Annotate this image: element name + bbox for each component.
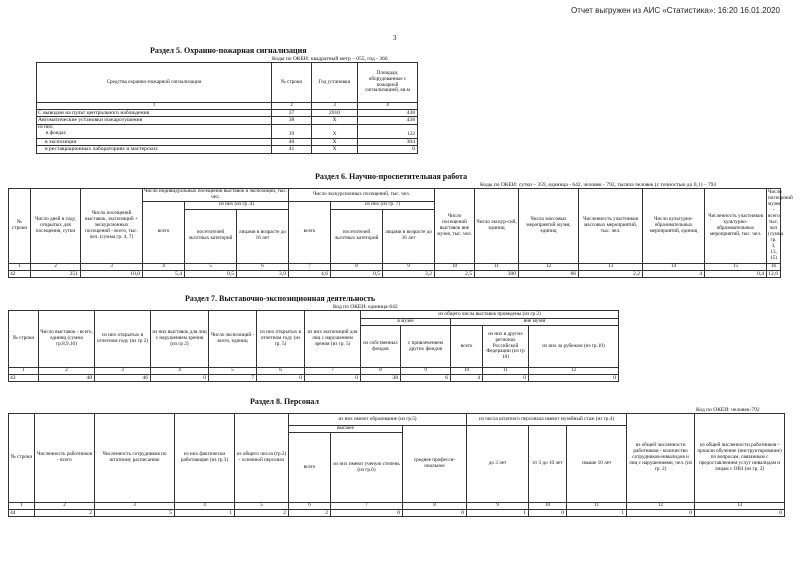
- s6-num: 16: [767, 263, 781, 270]
- s8-cell: 2: [289, 509, 331, 516]
- s8-cell: 1: [467, 509, 529, 516]
- s8-header-experience: из числа штатного персонала имеют музейный стаж (из гр.4): [467, 414, 627, 426]
- s8-cell: 1: [567, 509, 627, 516]
- s7-header-all: всего: [451, 326, 483, 368]
- s5-row-name: [37, 124, 272, 138]
- s7-header-line: № строки: [9, 311, 39, 368]
- section-5-table: [36, 62, 418, 154]
- section-5-okei: Коды по ОКЕИ: квадратный метр – 055, год - 366: [272, 56, 388, 62]
- s6-num: 6: [237, 263, 289, 270]
- section-6-table: [8, 188, 793, 278]
- s5-row-area: 438: [358, 117, 418, 124]
- s7-cell: 4: [451, 374, 483, 381]
- s8-num: 3: [95, 503, 175, 510]
- s6-num: 11: [475, 263, 519, 270]
- s8-header-trained: из общей численности работников - прошли обучение (инструктирование) по вопросам, связанным с предоставлением услуг инвалидам и лицам с ОВЗ (из гр. 2): [695, 414, 785, 503]
- s8-num: 11: [567, 503, 627, 510]
- s7-cell: 48: [39, 374, 95, 381]
- s5-num: 2: [272, 103, 312, 110]
- s6-cell: 3,9: [237, 270, 289, 277]
- s6-num: 10: [435, 263, 475, 270]
- page-number: 3: [393, 34, 397, 42]
- s8-header-3y: до 3 лет: [467, 426, 529, 503]
- s6-num: 1: [9, 263, 31, 270]
- s5-row-area: 438: [358, 109, 418, 116]
- s7-header-disabled: из них выставок для лиц с нарушением зрения (из гр 2): [151, 311, 209, 368]
- s6-cell: 0,4: [705, 270, 767, 277]
- s8-header-10y: свыше 10 лет: [567, 426, 627, 503]
- s6-cell: 5,4: [143, 270, 185, 277]
- s7-header-abroad: из них за рубежом (из гр.10): [529, 326, 619, 368]
- s6-header-exc-priv: посетителей льготных категорий: [331, 209, 383, 263]
- s6-header-exc-all: всего: [289, 201, 331, 263]
- s8-header-staff: Численность сотрудников по штатному расписанию: [95, 414, 175, 503]
- s6-header-exc-young: лицами в возрасте до 16 лет: [383, 209, 435, 263]
- table-row: [9, 374, 619, 381]
- s7-cell: 6: [401, 374, 451, 381]
- s8-cell: 0: [403, 509, 467, 516]
- s6-num: 15: [705, 263, 767, 270]
- s5-header-means: Средства охранно-пожарной сигнализации: [37, 63, 272, 103]
- s7-cell: 7: [209, 374, 257, 381]
- s6-num: 4: [143, 263, 185, 270]
- s7-header-expositions: Число экспозиций - всего, единиц: [209, 311, 257, 368]
- s6-cell: 3,2: [383, 270, 435, 277]
- s6-header-outside: Число посещений выставок вне музея, тыс. чел.: [435, 189, 475, 264]
- s6-cell: 0,5: [185, 270, 237, 277]
- s6-header-participants: Численность участников массовых мероприятий, тыс. чел.: [579, 189, 643, 264]
- s5-row-name: в реставрационных лабораториях и мастерских: [37, 146, 272, 153]
- s8-cell: 2: [235, 509, 289, 516]
- s8-num: 6: [289, 503, 331, 510]
- s6-cell: 42: [9, 270, 31, 277]
- s8-cell: 0: [529, 509, 567, 516]
- s6-header-line: № строки: [9, 189, 31, 264]
- s8-num: 4: [175, 503, 235, 510]
- s7-header-regions: из них в других регионах Российской Федерации (из гр 10): [483, 326, 529, 368]
- s8-num: 9: [467, 503, 529, 510]
- s8-num: 1: [9, 503, 35, 510]
- s7-header-exp-open: из них открытых в отчетном году (из гр. 5): [257, 311, 305, 368]
- s5-row-year: X: [312, 146, 358, 153]
- s5-header-area: Площади, оборудованные с пожарной сигнализацией, кв.м: [358, 63, 418, 103]
- s8-num: 12: [627, 503, 695, 510]
- s7-header-out: вне музея: [451, 319, 619, 326]
- s7-num: 12: [529, 368, 619, 375]
- s8-cell: 0: [695, 509, 785, 516]
- s5-row-area: 0: [358, 146, 418, 153]
- s7-header-group: из общего числа выставок проведены (из гр 2): [361, 311, 619, 319]
- s6-header-ind-all: всего: [143, 201, 185, 263]
- s5-row-year: X: [312, 117, 358, 124]
- s7-header-open: из них открытых в отчетном году (из гр 2): [95, 311, 151, 368]
- s7-num: 6: [257, 368, 305, 375]
- s7-num: 9: [401, 368, 451, 375]
- s5-row-name: в экспозиции: [37, 138, 272, 145]
- s5-row-name: С выводом на пульт центрального наблюдения: [37, 109, 272, 116]
- s8-cell: 0: [627, 509, 695, 516]
- s6-header-events: Число массовых мероприятий музея, единиц: [519, 189, 579, 264]
- section-7-table: [8, 310, 619, 382]
- s7-num: 1: [9, 368, 39, 375]
- s7-num: 8: [361, 368, 401, 375]
- s5-row-area: 304: [358, 138, 418, 145]
- export-note: Отчет выгружен из АИС «Статистика»: 16:20 16.01.2020: [570, 6, 780, 15]
- s6-header-excursions: Число экскур-сий, единиц: [475, 189, 519, 264]
- table-row: [9, 270, 781, 277]
- s6-header-cultural: Число культурно-образовательных мероприятий, единиц: [643, 189, 705, 264]
- s6-num: 9: [383, 263, 435, 270]
- section-6-okei: Коды по ОКЕИ: сутки – 359, единица - 642, человек - 792, тысяча человек (с точностью до 0,1) – 793: [480, 182, 717, 188]
- s6-num: 7: [289, 263, 331, 270]
- s5-header-year: Год установки: [312, 63, 358, 103]
- s6-header-total: Число посещений музея - всего, тыс. чел (сумма гр. 3, 13, 15): [767, 189, 781, 264]
- section-8-table: [8, 413, 785, 517]
- s5-num: 3: [312, 103, 358, 110]
- s5-row-year: 2010: [312, 109, 358, 116]
- s6-cell: 2,2: [579, 270, 643, 277]
- s8-header-workers: Численность работников - всего: [35, 414, 95, 503]
- s5-row-line: 39: [272, 124, 312, 138]
- s7-header-other: с привлечением других фондов: [401, 326, 451, 368]
- section-8-title: Раздел 8. Персонал: [250, 397, 319, 406]
- s6-num: 12: [519, 263, 579, 270]
- s5-row-line: 41: [272, 146, 312, 153]
- s8-header-special: среднее професси-ональное: [403, 426, 467, 503]
- s8-header-3-10y: от 3 до 10 лет: [529, 426, 567, 503]
- s8-num: 13: [695, 503, 785, 510]
- s6-header-visits: Число посещений выставок, экспозиций + экскурсионных посещений - всего, тыс. чел. (сумма гр. 4, 7): [81, 189, 143, 264]
- s5-row-area: 122: [358, 124, 418, 138]
- section-7-okei: Код по ОКЕИ: единица-642: [333, 304, 398, 310]
- s5-row-subname: в фондах: [46, 129, 67, 136]
- s5-row-subhead: из них:: [38, 123, 54, 130]
- s6-header-ind-young: лицами в возрасте до 16 лет: [237, 209, 289, 263]
- s7-cell: 38: [361, 374, 401, 381]
- s7-header-exp-disabled: из них экспозиций для лиц с нарушением зрения (из гр. 5): [305, 311, 361, 368]
- s5-row-line: 37: [272, 109, 312, 116]
- s8-num: 7: [331, 503, 403, 510]
- s7-num: 5: [209, 368, 257, 375]
- s7-cell: 0: [483, 374, 529, 381]
- s6-cell: 12,6: [767, 270, 781, 277]
- s7-num: 10: [451, 368, 483, 375]
- section-5-title: Раздел 5. Охранно-пожарная сигнализация: [150, 46, 307, 55]
- s7-header-own: из собственных фондов: [361, 326, 401, 368]
- s6-num: 3: [81, 263, 143, 270]
- s7-num: 11: [483, 368, 529, 375]
- section-8-okei: Код по ОКЕИ: человек-792: [696, 407, 760, 413]
- s6-cell: 4,6: [289, 270, 331, 277]
- s8-cell: 1: [175, 509, 235, 516]
- s7-cell: 43: [9, 374, 39, 381]
- s6-num: 5: [185, 263, 237, 270]
- s5-num: 4: [358, 103, 418, 110]
- s6-header-ind-sub: из них (из гр .4): [185, 201, 289, 209]
- s6-header-cultural-participants: Численность участников культурно-образовательных мероприятий, тыс. чел.: [705, 189, 767, 264]
- s7-cell: 0: [151, 374, 209, 381]
- section-7-title: Раздел 7. Выставочно-экспозиционная деятельность: [185, 294, 376, 303]
- section-6-title: Раздел 6. Научно-просветительная работа: [315, 172, 468, 181]
- s6-cell: 251: [31, 270, 81, 277]
- table-row: [37, 138, 418, 145]
- s5-row-name: Автоматические установки пожаротушения: [37, 117, 272, 124]
- s8-header-main: из общего числа (гр.2) - основной персонал: [235, 414, 289, 503]
- s8-header-disabled: из общей численности работников - количество сотрудников-инвалидов и лиц с нарушениями, чел. (из гр. 2): [627, 414, 695, 503]
- s5-row-line: 38: [272, 117, 312, 124]
- s6-cell: 300: [475, 270, 519, 277]
- s7-cell: 0: [305, 374, 361, 381]
- s8-header-degree: из них имеют ученую степень (из гр.6): [331, 433, 403, 503]
- s5-row-year: X: [312, 138, 358, 145]
- s6-header-individual: Число индивидуальных посещений выставок и экспозиций, тыс. чел.: [144, 188, 287, 200]
- s5-header-line: № строки: [272, 63, 312, 103]
- s5-row-year: X: [312, 124, 358, 138]
- s7-cell: 46: [95, 374, 151, 381]
- s7-num: 4: [151, 368, 209, 375]
- s6-cell: 2,5: [435, 270, 475, 277]
- s6-cell: 0,5: [331, 270, 383, 277]
- s8-cell: 5: [95, 509, 175, 516]
- s8-cell: 44: [9, 509, 35, 516]
- table-row: [37, 146, 418, 153]
- table-row: [37, 124, 418, 138]
- s8-num: 10: [529, 503, 567, 510]
- table-row: [9, 509, 785, 516]
- s8-num: 8: [403, 503, 467, 510]
- s5-num: 1: [37, 103, 272, 110]
- s7-num: 2: [39, 368, 95, 375]
- s8-header-higher-all: всего: [289, 433, 331, 503]
- s8-cell: 2: [35, 509, 95, 516]
- s7-cell: 0: [257, 374, 305, 381]
- s8-cell: 0: [331, 509, 403, 516]
- s6-header-days: Число дней в году, открытых для посещения, сутки: [31, 189, 81, 264]
- s6-header-exc-sub: из них (из гр. 7): [331, 201, 435, 209]
- s8-num: 5: [235, 503, 289, 510]
- s6-header-ind-priv: посетителей льготных категорий: [185, 209, 237, 263]
- s8-header-line: № строки: [9, 414, 35, 503]
- s6-num: 13: [579, 263, 643, 270]
- s6-num: 2: [31, 263, 81, 270]
- s5-row-line: 40: [272, 138, 312, 145]
- s6-header-excursion: Число экскурсионных посещений, тыс. чел.: [289, 189, 435, 202]
- s7-header-total: Число выставок - всего, единиц (сумма гр.8,9,10): [39, 311, 95, 368]
- table-row: [37, 109, 418, 116]
- table-row: [37, 117, 418, 124]
- s8-header-actual: из них фактически работающие (из гр.3): [175, 414, 235, 503]
- s6-num: 8: [331, 263, 383, 270]
- s7-num: 3: [95, 368, 151, 375]
- s6-cell: 10,0: [81, 270, 143, 277]
- s8-header-higher: высшее: [289, 426, 403, 433]
- s7-header-in: в музее: [361, 319, 451, 326]
- s8-header-education: из них имеют образование (из гр.5): [289, 414, 467, 426]
- s6-cell: 4: [643, 270, 705, 277]
- s6-num: 14: [643, 263, 705, 270]
- s6-cell: 66: [519, 270, 579, 277]
- s7-cell: 0: [529, 374, 619, 381]
- s8-num: 2: [35, 503, 95, 510]
- s7-num: 7: [305, 368, 361, 375]
